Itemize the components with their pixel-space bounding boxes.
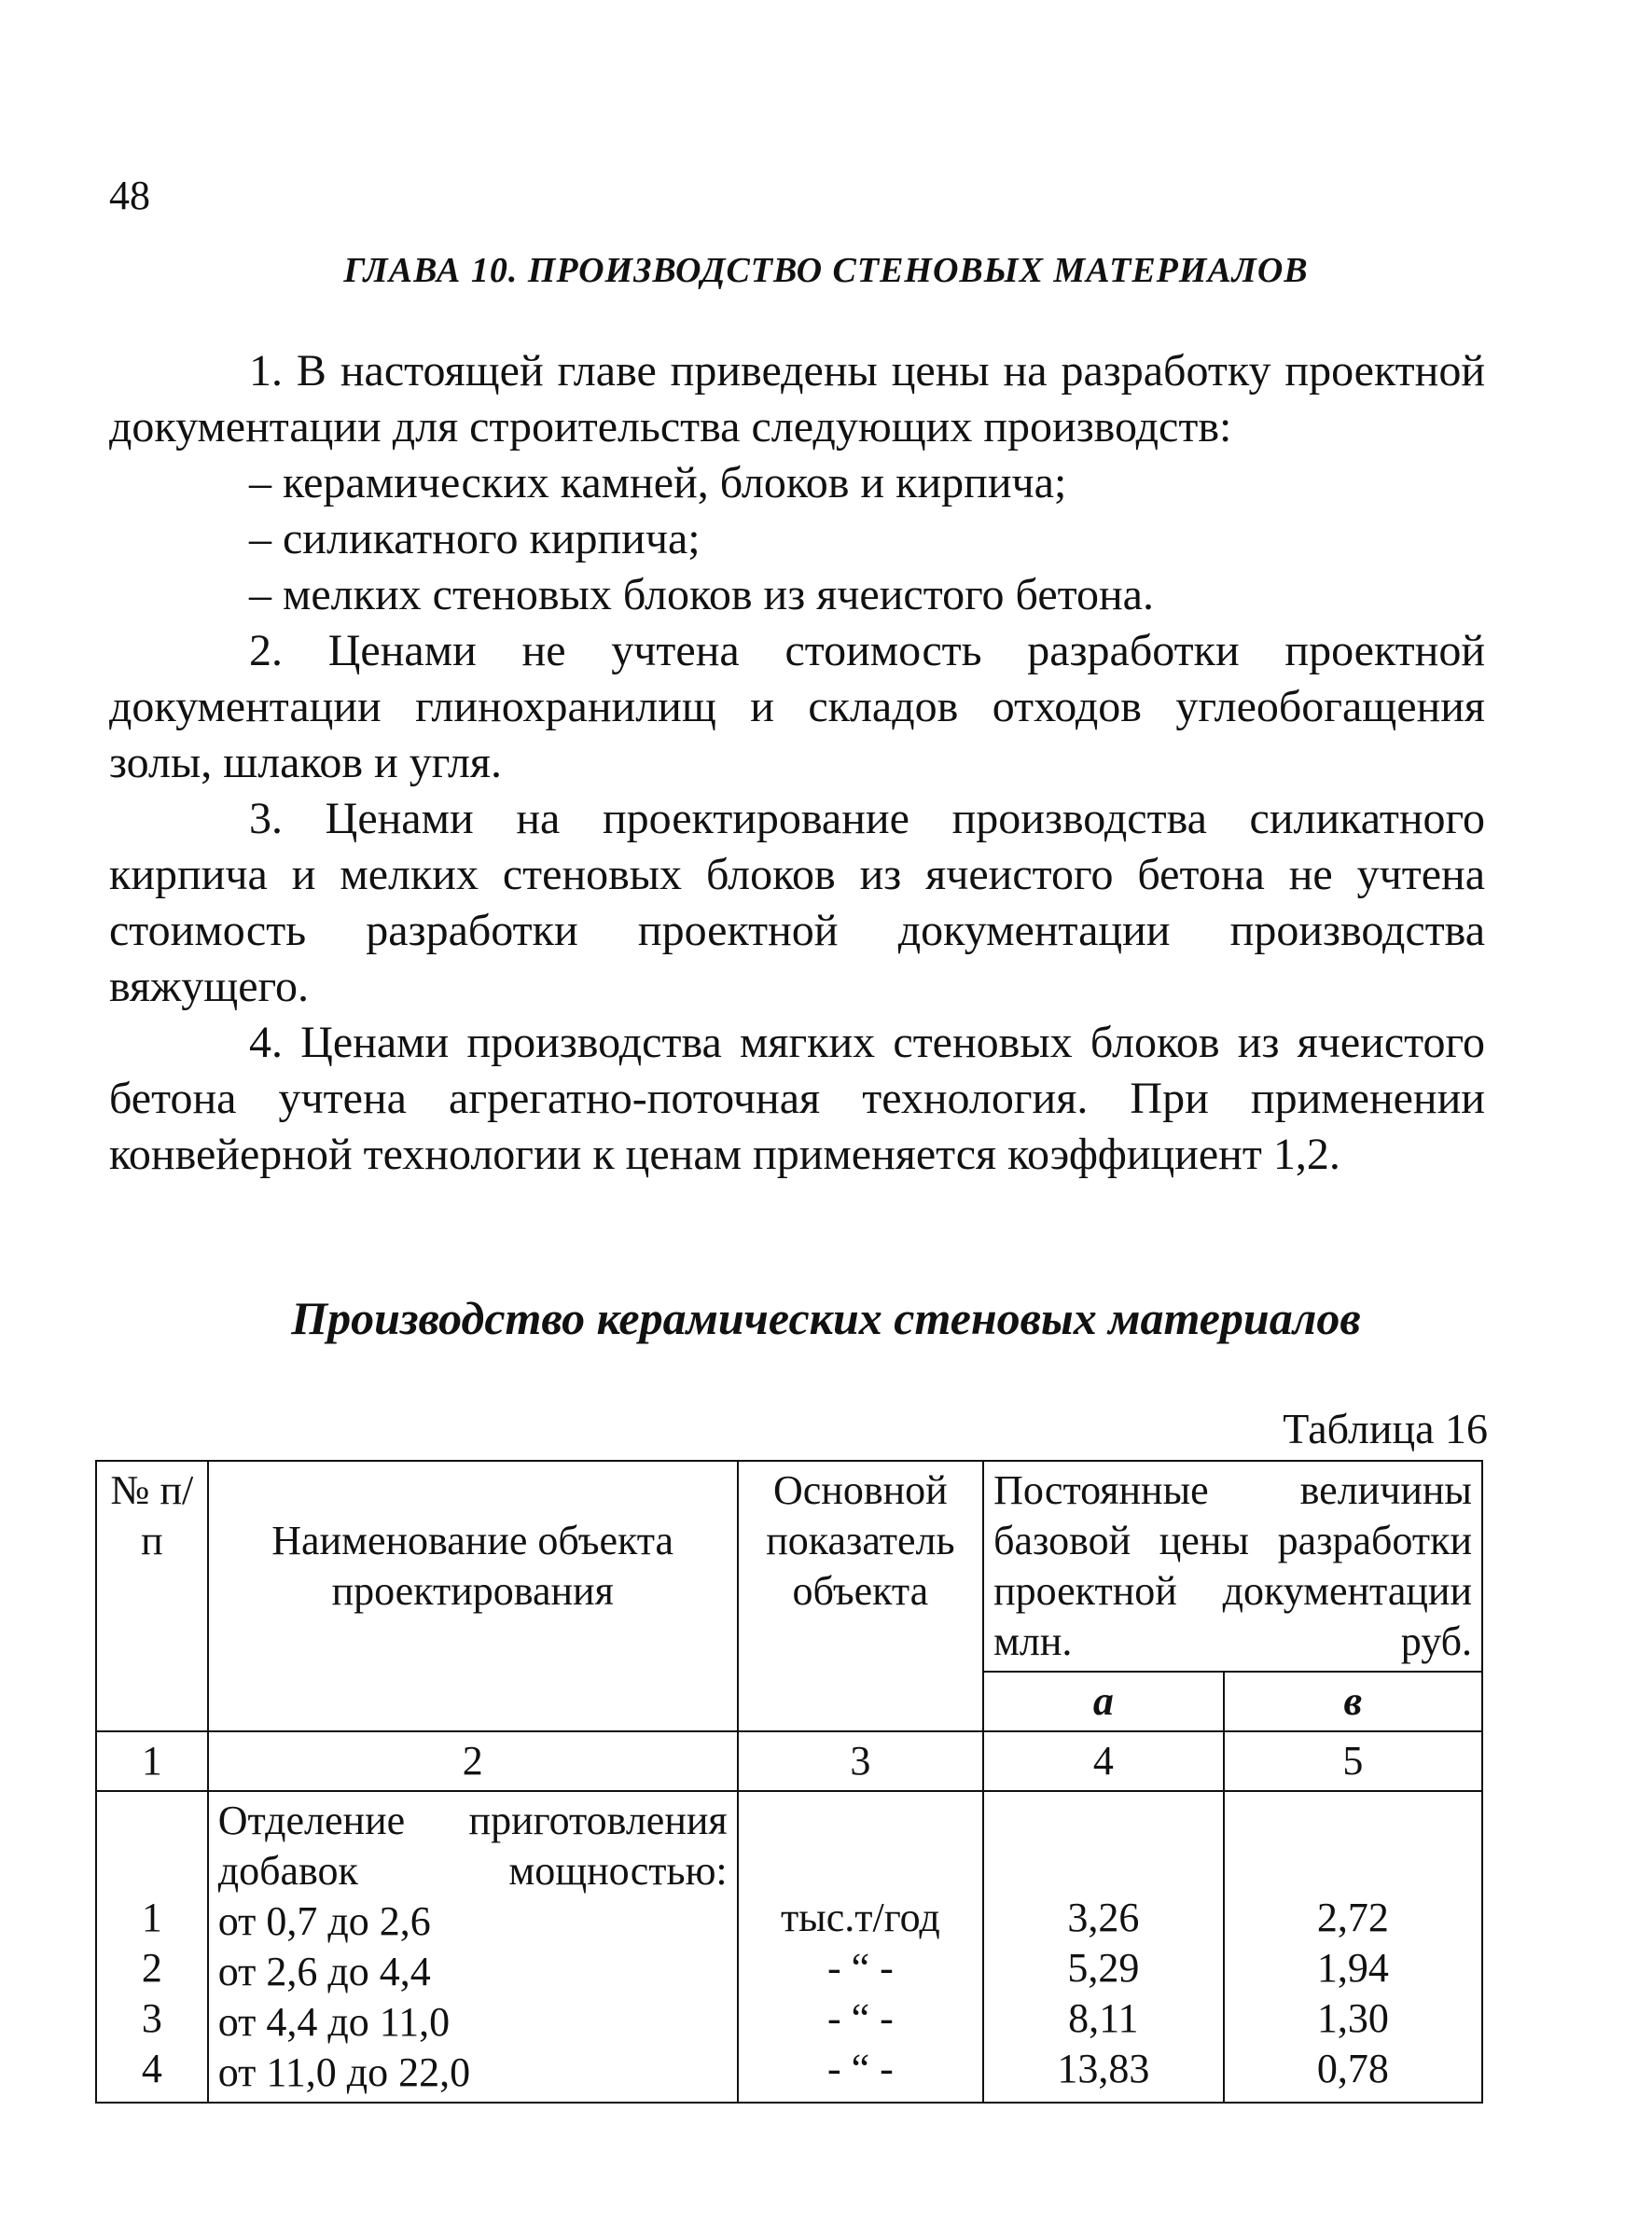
table-row-b: 2,72 xyxy=(1316,1895,1389,1940)
table-row-indicator: - “ - xyxy=(826,2046,894,2091)
paragraph-1: 1. В настоящей главе приведены цены на разработку проектной документации для строительства следующих производств: xyxy=(109,346,1485,451)
data-body-row xyxy=(96,1791,1482,2103)
column-number: 3 xyxy=(738,1731,983,1791)
paragraph-4: 4. Ценами производства мягких стеновых блоков из ячеистого бетона учтена агрегатно-поточная технология. При применении конвейерной технологии к ценам применяется коэффициент 1,2. xyxy=(109,1018,1485,1179)
table-row-indicator: тыс.т/год xyxy=(780,1895,940,1940)
a-cell xyxy=(983,1791,1224,2103)
table-row-name: от 4,4 до 11,0 xyxy=(217,1999,451,2045)
price-table xyxy=(95,1460,1483,2104)
column-number: 5 xyxy=(1224,1731,1482,1791)
indicator-cell xyxy=(738,1791,983,2103)
table-row-num: 1 xyxy=(141,1895,162,1940)
table-row-a: 8,11 xyxy=(1068,1995,1139,2041)
header-name: Наименование объекта проектирования xyxy=(208,1461,738,1731)
paragraph-3: 3. Ценами на проектирование производства силикатного кирпича и мелких стеновых блоков из ячеистого бетона не учтена стоимость разработки проектной документации производства вяжущего. xyxy=(109,794,1485,1011)
header-row xyxy=(96,1461,1482,1672)
table-row-indicator: - “ - xyxy=(826,1995,894,2041)
paragraph-2: 2. Ценами не учтена стоимость разработки проектной документации глинохранилищ и складов отходов углеобогащения золы, шлаков и угля. xyxy=(109,626,1485,787)
num-cell xyxy=(96,1791,208,2103)
name-cell xyxy=(208,1791,738,2103)
header-a: а xyxy=(983,1672,1224,1731)
table-row-a: 5,29 xyxy=(1067,1945,1140,1991)
table-row-name: от 2,6 до 4,4 xyxy=(217,1949,431,1994)
group-title: Отделение приготовления добавок мощностью: xyxy=(217,1798,728,1894)
header-b: в xyxy=(1224,1672,1482,1731)
b-cell xyxy=(1224,1791,1482,2103)
table-row-num: 4 xyxy=(141,2046,162,2091)
column-number: 2 xyxy=(208,1731,738,1791)
table-row-b: 1,94 xyxy=(1316,1945,1389,1991)
table-row-name: от 11,0 до 22,0 xyxy=(217,2049,471,2095)
table-row-a: 13,83 xyxy=(1057,2046,1150,2091)
table-row-b: 1,30 xyxy=(1316,1995,1389,2041)
table-row-num: 2 xyxy=(141,1945,162,1991)
table-row-indicator: - “ - xyxy=(826,1945,894,1991)
bullet-item: – керамических камней, блоков и кирпича; xyxy=(249,458,1067,507)
section-title: Производство керамических стеновых материалов xyxy=(291,1292,1361,1344)
header-num: № п/п xyxy=(96,1461,208,1731)
column-numbers-row xyxy=(96,1731,1482,1791)
table-row-name: от 0,7 до 2,6 xyxy=(217,1898,431,1944)
column-number: 1 xyxy=(96,1731,208,1791)
header-indicator: Основной показатель объекта xyxy=(738,1461,983,1731)
bullet-item: – мелких стеновых блоков из ячеистого бетона. xyxy=(249,570,1154,619)
header-price: Постоянные величины базовой цены разработки проектной документации млн. руб. xyxy=(983,1461,1482,1672)
column-number: 4 xyxy=(983,1731,1224,1791)
table-label: Таблица 16 xyxy=(1283,1405,1488,1452)
body-text xyxy=(109,343,1485,1183)
table-row-a: 3,26 xyxy=(1067,1895,1140,1940)
page-number: 48 xyxy=(109,173,150,218)
bullet-item: – силикатного кирпича; xyxy=(249,514,701,563)
table-row-b: 0,78 xyxy=(1316,2046,1389,2091)
table-row-num: 3 xyxy=(141,1995,162,2041)
chapter-title: ГЛАВА 10. ПРОИЗВОДСТВО СТЕНОВЫХ МАТЕРИАЛОВ xyxy=(343,251,1309,290)
